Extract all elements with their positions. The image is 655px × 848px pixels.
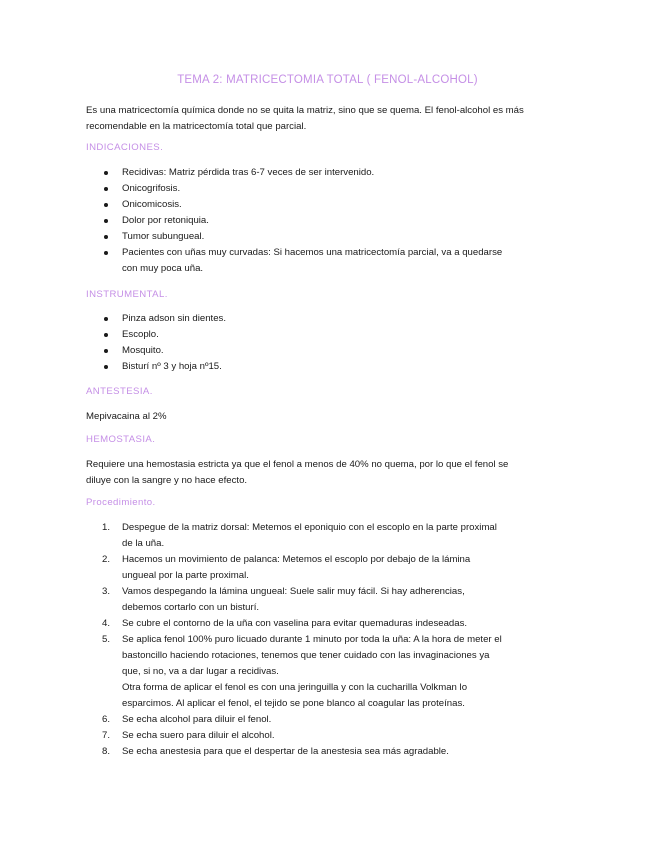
list-item: 1. Despegue de la matriz dorsal: Metemos el eponiquio con el escoplo en la parte proximal de la uña. — [102, 522, 497, 549]
procedimiento-heading: Procedimiento. — [86, 497, 156, 508]
list-item: 3. Vamos despegando la lámina ungueal: Suele salir muy fácil. Si hay adherencias, debemos cortarlo con un bisturí. — [102, 586, 465, 613]
bullet-icon — [104, 187, 108, 191]
list-item: 6. Se echa alcohol para diluir el fenol. — [102, 714, 272, 725]
list-item: Pinza adson sin dientes. — [86, 311, 506, 327]
list-item: Onicomicosis. — [86, 197, 506, 213]
list-item: Dolor por retoniquia. — [86, 213, 506, 229]
step-extra-text: Otra forma de aplicar el fenol es con una jeringuilla y con la cucharilla Volkman lo esparcimos. Al aplicar el fenol, el tejido se pone blanco al coagular las proteínas. — [122, 682, 468, 709]
list-item: Recidivas: Matriz pérdida tras 6-7 veces de ser intervenido. — [86, 165, 506, 181]
document-title: TEMA 2: MATRICECTOMIA TOTAL ( FENOL-ALCOHOL) — [177, 74, 478, 86]
list-item: 8. Se echa anestesia para que el despertar de la anestesia sea más agradable. — [102, 746, 449, 757]
list-item: Bisturí nº 3 y hoja nº15. — [86, 359, 506, 375]
indicaciones-heading: INDICACIONES. — [86, 142, 164, 153]
hemostasia-heading: HEMOSTASIA. — [86, 434, 156, 445]
list-item: 5. Se aplica fenol 100% puro licuado durante 1 minuto por toda la uña: A la hora de meter el bastoncillo haciendo rotaciones, tenemos que tener cuidado con las invaginaciones ya que, si no, va a dar lugar a recidivas. Otra forma de aplicar el fenol es con una jeringuilla y con la cucharilla Volkman lo esparcimos. Al aplicar el fenol, el tejido se pone blanco al coagular las proteínas. — [102, 634, 502, 709]
list-item: 2. Hacemos un movimiento de palanca: Metemos el escoplo por debajo de la lámina ungueal por la parte proximal. — [102, 554, 471, 581]
instrumental-list — [86, 311, 506, 375]
bullet-icon — [104, 203, 108, 207]
bullet-icon — [104, 251, 108, 255]
list-item: Onicogrifosis. — [86, 181, 506, 197]
list-item: Escoplo. — [86, 327, 506, 343]
bullet-icon — [104, 171, 108, 175]
list-item: Tumor subungueal. — [86, 229, 506, 245]
instrumental-heading: INSTRUMENTAL. — [86, 289, 168, 300]
bullet-icon — [104, 349, 108, 353]
list-item: 4. Se cubre el contorno de la uña con vaselina para evitar quemaduras indeseadas. — [102, 618, 468, 629]
bullet-icon — [104, 333, 108, 337]
list-item: Pacientes con uñas muy curvadas: Si hacemos una matricectomía parcial, va a quedarse con muy poca uña. — [86, 245, 506, 277]
bullet-icon — [104, 317, 108, 321]
intro-paragraph: Es una matricectomía química donde no se quita la matriz, sino que se quema. El fenol-alcohol es más recomendable en la matricectomía total que parcial. — [86, 105, 524, 132]
list-item: Mosquito. — [86, 343, 506, 359]
indicaciones-list — [86, 165, 506, 277]
bullet-icon — [104, 219, 108, 223]
procedimiento-list — [86, 520, 506, 760]
hemostasia-text: Requiere una hemostasia estricta ya que el fenol a menos de 40% no quema, por lo que el fenol se diluye con la sangre y no hace efecto. — [86, 459, 509, 486]
bullet-icon — [104, 365, 108, 369]
anestesia-text: Mepivacaina al 2% — [86, 411, 167, 422]
bullet-icon — [104, 235, 108, 239]
anestesia-heading: ANTESTESIA. — [86, 386, 153, 397]
list-item: 7. Se echa suero para diluir el alcohol. — [102, 730, 275, 741]
